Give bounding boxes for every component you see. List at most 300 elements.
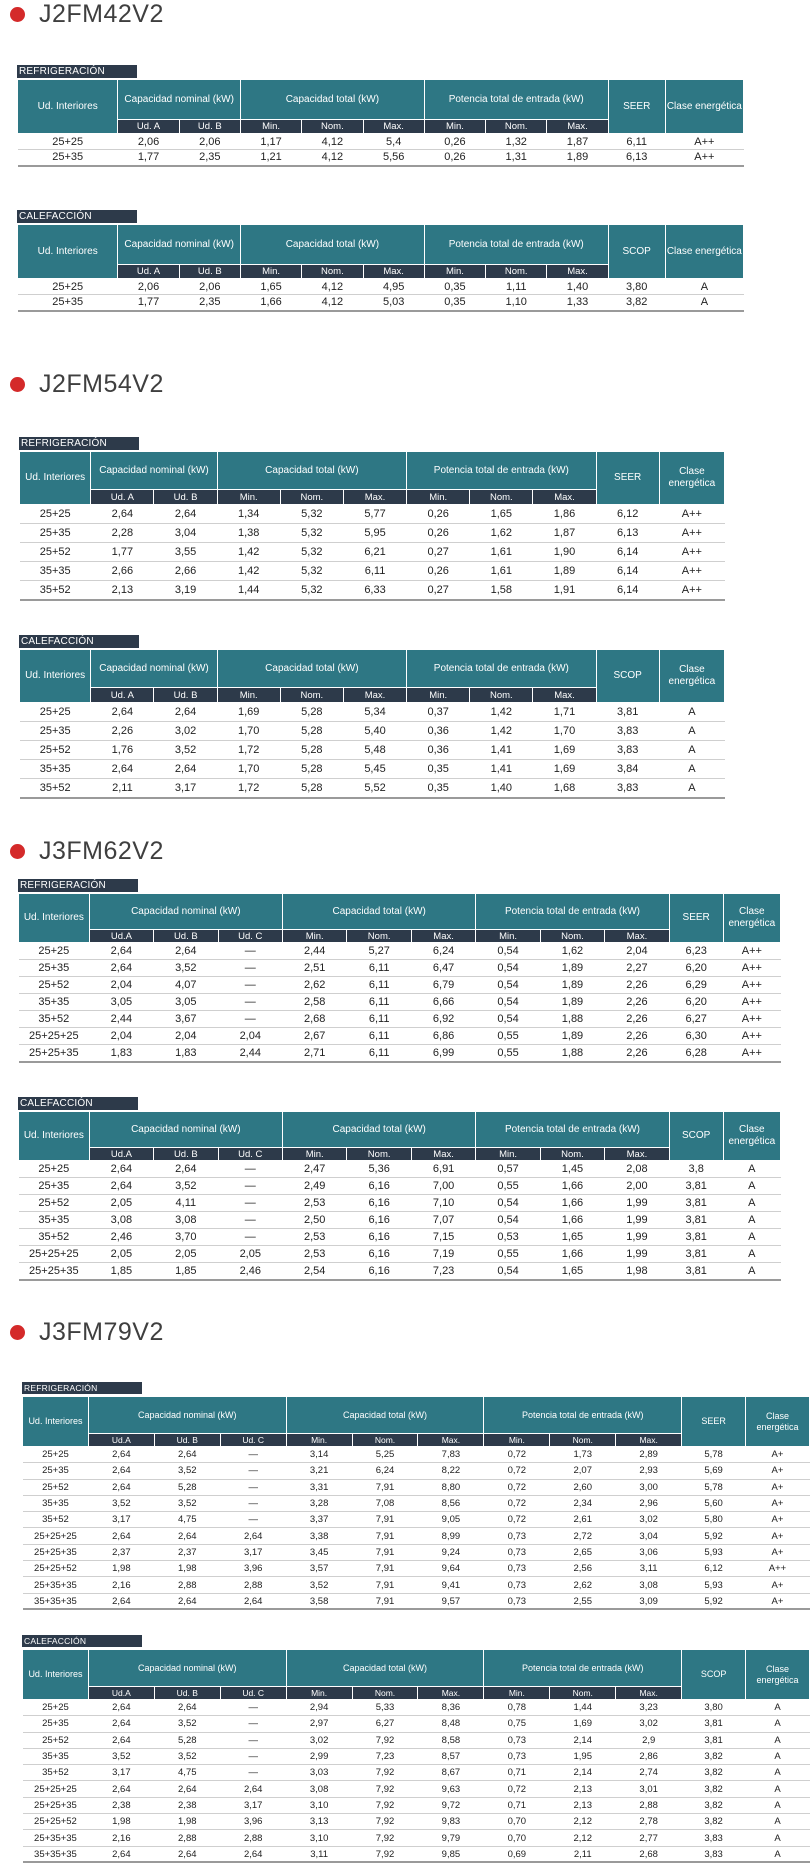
- table-cell: 2,05: [89, 1195, 153, 1212]
- table-cell: A: [665, 279, 743, 295]
- table-cell: 3,04: [154, 524, 217, 543]
- table-row: [19, 1195, 781, 1212]
- table-cell: 25+25+25: [23, 1781, 89, 1797]
- table-cell: 1,77: [118, 150, 179, 166]
- sub-header-min: Min.: [424, 265, 485, 279]
- table-row: [18, 295, 744, 311]
- table-cell: —: [220, 1479, 286, 1495]
- table-cell: 3,52: [154, 1716, 220, 1732]
- heating-table: [18, 1093, 781, 1281]
- table-cell: 0,54: [476, 943, 540, 960]
- table-cell: A++: [723, 960, 780, 977]
- table-cell: 3,52: [154, 960, 218, 977]
- table-cell: 1,10: [486, 295, 547, 311]
- table-cell: 0,72: [484, 1447, 550, 1463]
- model-title: [10, 0, 164, 29]
- sub-header-nom: Nom.: [540, 930, 604, 943]
- col-header-total-power: Potencia total de entrada (kW): [484, 1397, 682, 1434]
- sub-header-unit: Ud. B: [154, 490, 217, 505]
- col-header-total-capacity: Capacidad total (kW): [286, 1650, 484, 1687]
- table-cell: 6,86: [411, 1028, 475, 1045]
- table-cell: A++: [659, 543, 724, 562]
- table-cell: 5,32: [280, 562, 343, 581]
- table-cell: 5,95: [343, 524, 406, 543]
- table-cell: 4,12: [302, 150, 363, 166]
- table-cell: 0,72: [484, 1512, 550, 1528]
- table-cell: 3,84: [596, 760, 659, 779]
- table-cell: 2,64: [88, 1716, 154, 1732]
- table-cell: 6,16: [347, 1229, 411, 1246]
- table-cell: 6,11: [347, 1011, 411, 1028]
- table-row: [23, 1732, 810, 1748]
- table-cell: 5,93: [682, 1544, 746, 1560]
- table-cell: 25+25+35: [19, 1045, 90, 1062]
- table-row: [19, 960, 781, 977]
- table-cell: 25+25: [20, 505, 91, 524]
- table-cell: 7,92: [352, 1797, 418, 1813]
- table-cell: 2,88: [154, 1830, 220, 1846]
- table-cell: 0,55: [476, 1246, 540, 1263]
- table-cell: 0,36: [407, 741, 470, 760]
- table-cell: 0,26: [407, 562, 470, 581]
- col-header-nominal: Capacidad nominal (kW): [118, 225, 241, 265]
- table-cell: 7,23: [411, 1263, 475, 1280]
- table-cell: 0,72: [484, 1495, 550, 1511]
- model-name: J3FM79V2: [39, 1318, 164, 1346]
- sub-header-unit: Ud.A: [88, 1687, 154, 1700]
- table-cell: 2,64: [220, 1846, 286, 1862]
- table-cell: 1,41: [470, 760, 533, 779]
- section-label: CALEFACCIÓN: [18, 1097, 138, 1110]
- table-cell: 2,62: [283, 977, 347, 994]
- table-cell: 6,47: [411, 960, 475, 977]
- sub-header-nom: Nom.: [280, 490, 343, 505]
- sub-header-unit: Ud. B: [154, 1687, 220, 1700]
- table-cell: —: [220, 1495, 286, 1511]
- table-cell: 1,65: [540, 1229, 604, 1246]
- table-cell: 1,65: [470, 505, 533, 524]
- table-cell: 3,17: [154, 779, 217, 798]
- sub-header-nom: Nom.: [347, 1148, 411, 1161]
- sub-header-unit: Ud. B: [179, 120, 240, 134]
- table-cell: 8,99: [418, 1528, 484, 1544]
- sub-header-unit: Ud. A: [91, 688, 154, 703]
- sub-header-max: Max.: [605, 930, 669, 943]
- table-row: [19, 1161, 781, 1178]
- table-row: [19, 994, 781, 1011]
- table-cell: 3,70: [154, 1229, 218, 1246]
- table-cell: 2,61: [550, 1512, 616, 1528]
- table-cell: 3,81: [669, 1212, 723, 1229]
- table-cell: 2,07: [550, 1463, 616, 1479]
- sub-header-unit: Ud. C: [220, 1434, 286, 1447]
- sub-header-min: Min.: [476, 1148, 540, 1161]
- table-cell: 25+25: [20, 703, 91, 722]
- sub-header-max: Max.: [411, 930, 475, 943]
- table-cell: 3,01: [616, 1781, 682, 1797]
- table-cell: 0,71: [484, 1765, 550, 1781]
- table-cell: A: [746, 1700, 810, 1716]
- table-cell: 2,93: [616, 1463, 682, 1479]
- col-header-total-capacity: Capacidad total (kW): [240, 225, 424, 265]
- table-cell: 25+25+25: [19, 1246, 90, 1263]
- table-cell: 0,70: [484, 1830, 550, 1846]
- col-header-total-capacity: Capacidad total (kW): [217, 650, 406, 688]
- table-cell: 3,00: [616, 1479, 682, 1495]
- table-cell: 6,16: [347, 1212, 411, 1229]
- table-cell: 3,52: [286, 1577, 352, 1593]
- table-row: [23, 1544, 810, 1560]
- col-header-efficiency: SCOP: [608, 225, 665, 279]
- table-cell: 1,66: [240, 295, 301, 311]
- table-cell: —: [218, 1212, 282, 1229]
- table-cell: 5,28: [280, 703, 343, 722]
- table-row: [19, 943, 781, 960]
- spec-table: [17, 224, 744, 312]
- table-row: [23, 1846, 810, 1862]
- table-cell: 2,06: [118, 134, 179, 150]
- table-row: [19, 1011, 781, 1028]
- table-cell: —: [218, 1011, 282, 1028]
- col-header-total-power: Potencia total de entrada (kW): [476, 894, 669, 930]
- sub-header-max: Max.: [616, 1687, 682, 1700]
- table-cell: A: [746, 1814, 810, 1830]
- table-cell: 3,80: [682, 1700, 746, 1716]
- table-cell: 2,64: [88, 1700, 154, 1716]
- col-header-units: Ud. Interiores: [20, 452, 91, 505]
- table-cell: 5,69: [682, 1463, 746, 1479]
- table-cell: 3,81: [669, 1263, 723, 1280]
- sub-header-max: Max.: [343, 688, 406, 703]
- table-cell: 2,56: [550, 1561, 616, 1577]
- table-cell: 2,64: [220, 1781, 286, 1797]
- table-cell: 2,97: [286, 1716, 352, 1732]
- table-cell: 2,34: [550, 1495, 616, 1511]
- table-cell: 9,64: [418, 1561, 484, 1577]
- table-cell: 3,38: [286, 1528, 352, 1544]
- col-header-total-power: Potencia total de entrada (kW): [484, 1650, 682, 1687]
- table-cell: 1,40: [547, 279, 608, 295]
- table-cell: 1,42: [470, 703, 533, 722]
- table-cell: 3,09: [616, 1593, 682, 1609]
- section-label: CALEFACCIÓN: [19, 635, 139, 648]
- table-cell: 2,05: [154, 1246, 218, 1263]
- table-cell: 2,26: [605, 1011, 669, 1028]
- table-cell: 3,08: [616, 1577, 682, 1593]
- table-cell: 2,37: [88, 1544, 154, 1560]
- table-cell: 2,64: [89, 960, 153, 977]
- table-cell: 2,64: [88, 1593, 154, 1609]
- table-cell: 6,79: [411, 977, 475, 994]
- table-cell: 1,21: [240, 150, 301, 166]
- table-cell: 5,32: [280, 543, 343, 562]
- table-cell: 8,36: [418, 1700, 484, 1716]
- table-cell: A: [723, 1178, 780, 1195]
- table-cell: 3,02: [154, 722, 217, 741]
- table-cell: 2,88: [616, 1797, 682, 1813]
- table-row: [23, 1781, 810, 1797]
- table-cell: 35+52: [20, 581, 91, 600]
- table-cell: 7,19: [411, 1246, 475, 1263]
- col-header-efficiency: SEER: [682, 1397, 746, 1447]
- table-cell: 2,53: [283, 1229, 347, 1246]
- col-header-total-capacity: Capacidad total (kW): [240, 80, 424, 120]
- col-header-nominal: Capacidad nominal (kW): [118, 80, 241, 120]
- table-cell: 1,62: [540, 943, 604, 960]
- sub-header-max: Max.: [616, 1434, 682, 1447]
- col-header-efficiency: SCOP: [682, 1650, 746, 1700]
- table-row: [19, 1229, 781, 1246]
- spec-table: [22, 1396, 810, 1610]
- model-title: [10, 837, 164, 866]
- sub-header-max: Max.: [363, 265, 424, 279]
- table-cell: 6,20: [669, 994, 723, 1011]
- sub-header-min: Min.: [283, 930, 347, 943]
- table-cell: 1,89: [540, 994, 604, 1011]
- table-cell: 1,91: [533, 581, 596, 600]
- table-row: [20, 581, 725, 600]
- table-cell: A: [723, 1161, 780, 1178]
- table-cell: 3,02: [616, 1512, 682, 1528]
- table-cell: 5,78: [682, 1447, 746, 1463]
- table-cell: 3,96: [220, 1561, 286, 1577]
- table-cell: 3,17: [88, 1512, 154, 1528]
- table-cell: 2,16: [88, 1830, 154, 1846]
- table-cell: 25+25+35: [19, 1263, 90, 1280]
- sub-header-unit: Ud. B: [154, 688, 217, 703]
- table-cell: 7,92: [352, 1830, 418, 1846]
- table-cell: 25+35: [20, 722, 91, 741]
- table-cell: 2,64: [88, 1846, 154, 1862]
- table-cell: A+: [746, 1479, 810, 1495]
- table-cell: 0,70: [484, 1814, 550, 1830]
- table-cell: 2,13: [550, 1781, 616, 1797]
- table-row: [19, 1246, 781, 1263]
- sub-header-nom: Nom.: [470, 688, 533, 703]
- section-label: CALEFACCIÓN: [17, 210, 137, 223]
- col-header-total-capacity: Capacidad total (kW): [217, 452, 406, 490]
- table-cell: 2,64: [154, 703, 217, 722]
- table-row: [19, 1045, 781, 1062]
- table-cell: 3,55: [154, 543, 217, 562]
- table-cell: 2,64: [91, 760, 154, 779]
- table-cell: 1,70: [217, 760, 280, 779]
- table-cell: 6,66: [411, 994, 475, 1011]
- table-cell: 3,23: [616, 1700, 682, 1716]
- table-cell: 35+52: [19, 1011, 90, 1028]
- table-cell: A++: [723, 1011, 780, 1028]
- col-header-energy-class: Clase energética: [746, 1397, 810, 1447]
- table-cell: 2,89: [616, 1447, 682, 1463]
- table-cell: 1,72: [217, 779, 280, 798]
- table-cell: 3,14: [286, 1447, 352, 1463]
- table-cell: 35+52: [23, 1512, 89, 1528]
- sub-header-unit: Ud.A: [88, 1434, 154, 1447]
- table-cell: 2,08: [605, 1161, 669, 1178]
- table-cell: 5,03: [363, 295, 424, 311]
- table-cell: 1,89: [540, 960, 604, 977]
- table-cell: 7,91: [352, 1561, 418, 1577]
- table-cell: 5,92: [682, 1528, 746, 1544]
- model-name: J2FM54V2: [39, 370, 164, 398]
- table-row: [23, 1512, 810, 1528]
- table-cell: 2,71: [283, 1045, 347, 1062]
- table-cell: 1,44: [217, 581, 280, 600]
- table-cell: 6,24: [411, 943, 475, 960]
- table-cell: 3,52: [88, 1495, 154, 1511]
- sub-header-nom: Nom.: [347, 930, 411, 943]
- table-cell: 1,77: [118, 295, 179, 311]
- table-cell: A++: [723, 1045, 780, 1062]
- col-header-units: Ud. Interiores: [19, 1112, 90, 1161]
- table-cell: 4,75: [154, 1765, 220, 1781]
- table-cell: 0,73: [484, 1528, 550, 1544]
- sub-header-nom: Nom.: [302, 120, 363, 134]
- table-cell: A++: [659, 524, 724, 543]
- col-header-energy-class: Clase energética: [665, 225, 743, 279]
- table-cell: 0,36: [407, 722, 470, 741]
- col-header-energy-class: Clase energética: [665, 80, 743, 134]
- table-cell: 0,37: [407, 703, 470, 722]
- table-cell: A++: [723, 994, 780, 1011]
- table-cell: 5,48: [343, 741, 406, 760]
- table-cell: 2,88: [154, 1577, 220, 1593]
- table-cell: 7,91: [352, 1544, 418, 1560]
- table-cell: 5,4: [363, 134, 424, 150]
- table-cell: 9,24: [418, 1544, 484, 1560]
- table-cell: 2,64: [154, 1846, 220, 1862]
- table-cell: 25+25: [19, 1161, 90, 1178]
- table-cell: 5,36: [347, 1161, 411, 1178]
- table-cell: 0,78: [484, 1700, 550, 1716]
- table-row: [20, 760, 725, 779]
- table-cell: 2,64: [91, 703, 154, 722]
- table-cell: 25+35: [23, 1463, 89, 1479]
- col-header-total-power: Potencia total de entrada (kW): [424, 225, 608, 265]
- table-cell: 35+35: [20, 760, 91, 779]
- table-cell: 3,52: [154, 741, 217, 760]
- table-cell: 6,13: [596, 524, 659, 543]
- table-cell: 2,64: [91, 505, 154, 524]
- table-cell: 5,32: [280, 524, 343, 543]
- table-cell: 5,28: [280, 741, 343, 760]
- table-row: [20, 722, 725, 741]
- table-cell: 2,26: [605, 994, 669, 1011]
- table-cell: 2,00: [605, 1178, 669, 1195]
- table-cell: 4,12: [302, 134, 363, 150]
- table-cell: A: [659, 779, 724, 798]
- table-cell: 4,12: [302, 295, 363, 311]
- table-row: [20, 741, 725, 760]
- table-cell: A: [659, 760, 724, 779]
- table-cell: 2,04: [605, 943, 669, 960]
- table-cell: 1,33: [547, 295, 608, 311]
- sub-header-nom: Nom.: [352, 1434, 418, 1447]
- table-cell: 0,35: [407, 760, 470, 779]
- table-cell: 25+35: [23, 1716, 89, 1732]
- table-cell: 1,40: [470, 779, 533, 798]
- table-cell: 3,57: [286, 1561, 352, 1577]
- table-cell: 2,44: [89, 1011, 153, 1028]
- col-header-total-capacity: Capacidad total (kW): [283, 894, 476, 930]
- table-cell: 0,71: [484, 1797, 550, 1813]
- col-header-units: Ud. Interiores: [18, 80, 118, 134]
- col-header-units: Ud. Interiores: [19, 894, 90, 943]
- table-cell: A: [659, 741, 724, 760]
- sub-header-nom: Nom.: [470, 490, 533, 505]
- table-cell: 1,62: [470, 524, 533, 543]
- sub-header-nom: Nom.: [302, 265, 363, 279]
- table-cell: 1,66: [540, 1246, 604, 1263]
- table-cell: 4,95: [363, 279, 424, 295]
- table-cell: 1,72: [217, 741, 280, 760]
- table-cell: 25+25+25: [23, 1528, 89, 1544]
- table-row: [23, 1479, 810, 1495]
- col-header-nominal: Capacidad nominal (kW): [91, 650, 217, 688]
- section-label: REFRIGERACIÓN: [18, 879, 138, 892]
- table-cell: 2,26: [605, 977, 669, 994]
- table-cell: 6,27: [352, 1716, 418, 1732]
- sub-header-nom: Nom.: [550, 1434, 616, 1447]
- table-cell: 7,91: [352, 1512, 418, 1528]
- table-cell: 1,31: [486, 150, 547, 166]
- sub-header-min: Min.: [283, 1148, 347, 1161]
- table-cell: 7,15: [411, 1229, 475, 1246]
- table-cell: 2,04: [89, 977, 153, 994]
- table-cell: 2,05: [89, 1246, 153, 1263]
- col-header-total-power: Potencia total de entrada (kW): [476, 1112, 669, 1148]
- table-cell: 2,72: [550, 1528, 616, 1544]
- table-cell: A+: [746, 1544, 810, 1560]
- table-cell: 3,52: [154, 1495, 220, 1511]
- table-cell: 3,81: [669, 1178, 723, 1195]
- table-cell: 1,69: [533, 741, 596, 760]
- table-cell: 2,06: [179, 134, 240, 150]
- table-cell: 2,68: [616, 1846, 682, 1862]
- table-cell: 0,73: [484, 1561, 550, 1577]
- table-cell: 0,53: [476, 1229, 540, 1246]
- table-cell: —: [220, 1765, 286, 1781]
- table-cell: 2,66: [154, 562, 217, 581]
- table-cell: 8,80: [418, 1479, 484, 1495]
- table-cell: A++: [723, 1028, 780, 1045]
- table-cell: 3,05: [154, 994, 218, 1011]
- table-cell: 25+35: [20, 524, 91, 543]
- table-cell: A: [723, 1195, 780, 1212]
- table-cell: 3,81: [669, 1195, 723, 1212]
- table-cell: 2,46: [218, 1263, 282, 1280]
- sub-header-unit: Ud. C: [218, 1148, 282, 1161]
- table-cell: 3,82: [682, 1765, 746, 1781]
- table-cell: 1,73: [550, 1447, 616, 1463]
- table-cell: 8,48: [418, 1716, 484, 1732]
- table-cell: A++: [659, 581, 724, 600]
- table-cell: 2,44: [283, 943, 347, 960]
- col-header-efficiency: SCOP: [596, 650, 659, 703]
- table-cell: 3,52: [88, 1748, 154, 1764]
- table-cell: 3,03: [286, 1765, 352, 1781]
- table-cell: 7,91: [352, 1577, 418, 1593]
- table-cell: 2,64: [154, 943, 218, 960]
- col-header-nominal: Capacidad nominal (kW): [88, 1397, 286, 1434]
- table-cell: 25+52: [23, 1479, 89, 1495]
- col-header-efficiency: SEER: [669, 894, 723, 943]
- table-cell: 25+52: [19, 977, 90, 994]
- table-cell: 6,29: [669, 977, 723, 994]
- bullet-icon: [10, 844, 25, 859]
- table-cell: 0,73: [484, 1593, 550, 1609]
- table-cell: 7,92: [352, 1765, 418, 1781]
